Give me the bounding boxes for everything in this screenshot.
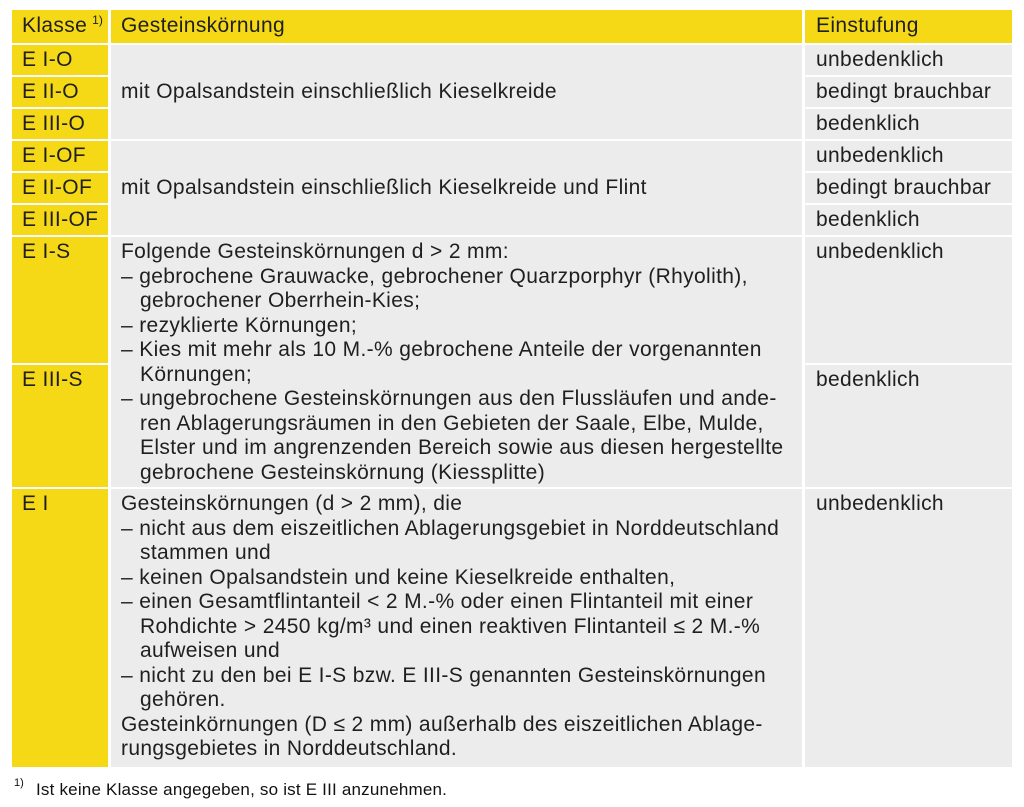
aggregate-e-i-outro: Gesteinkörnungen (D ≤ 2 mm) außerhalb des eiszeitlichen Ablage- rungsgebietes in Norddeutschland. (121, 712, 763, 760)
rating-label-e-i-of: unbedenklich (816, 143, 944, 167)
classification-table (12, 10, 1012, 767)
class-label-e-iii-o: E III-O (22, 111, 86, 135)
aggregate-e-i-item: – einen Gesamtflintanteil < 2 M.-% oder einen Flintanteil mit einer Rohdichte > 2450 kg/m³ und einen reaktiven Flintanteil ≤ 2 M.-% aufweisen und (121, 590, 761, 662)
footnote (14, 777, 714, 802)
class-cell-e-iii-of (12, 205, 108, 235)
rating-cell-e-i-o (805, 45, 1012, 75)
aggregate-e-i-item: – nicht zu den bei E I-S bzw. E III-S genannten Gesteinskörnungen gehören. (121, 663, 766, 711)
rating-label-e-i: unbedenklich (816, 492, 944, 515)
aggregate-s-item: – gebrochene Grauwacke, gebrochener Quarzporphyr (Rhyolith), gebrochener Oberrhein-Kies; (121, 264, 748, 312)
rating-label-e-iii-o: bedenklich (816, 111, 920, 135)
rating-cell-e-iii-s (805, 365, 1012, 487)
aggregate-s-item: – Kies mit mehr als 10 M.-% gebrochene Anteile der vorgenannten Körnungen; (121, 338, 762, 386)
header-gesteinskoernung-label: Gesteinskörnung (121, 14, 286, 38)
class-label-e-ii-of: E II-OF (22, 175, 93, 199)
aggregate-s-item: – rezyklierte Körnungen; (121, 313, 358, 337)
rating-cell-e-i (805, 489, 1012, 767)
rating-label-e-ii-o: bedingt brauchbar (816, 79, 992, 103)
rating-cell-e-iii-o (805, 109, 1012, 139)
rating-cell-e-i-of (805, 141, 1012, 171)
class-label-e-iii-s: E III-S (22, 368, 83, 391)
class-cell-e-i-of (12, 141, 108, 171)
aggregate-cell-e-i (111, 489, 802, 767)
footnote-text: Ist keine Klasse angegeben, so ist E III anzunehmen. (36, 780, 448, 799)
rating-label-e-iii-s: bedenklich (816, 368, 920, 391)
rating-cell-e-iii-of (805, 205, 1012, 235)
header-footnote-mark: 1) (92, 13, 103, 28)
class-cell-e-i (12, 489, 108, 767)
class-cell-e-i-o (12, 45, 108, 75)
rating-cell-e-ii-of (805, 173, 1012, 203)
class-label-e-i-of: E I-OF (22, 143, 86, 167)
class-cell-e-ii-o (12, 77, 108, 107)
header-gesteinskoernung-cell (111, 10, 802, 43)
aggregate-s-item: – ungebrochene Gesteinskörnungen aus den Flussläufen und ande- ren Ablagerungsräumen in den Gebieten der Saale, Elbe, Mulde, Elster und im angrenzenden Bereich sowie aus diesen hergestellte gebrochene Gesteinskörnung (Kiessplitte) (121, 387, 784, 484)
rating-cell-e-ii-o (805, 77, 1012, 107)
header-klasse-cell (12, 10, 108, 43)
class-cell-e-i-s (12, 237, 108, 363)
rating-label-e-i-o: unbedenklich (816, 47, 944, 71)
footnote-mark: 1) (14, 777, 24, 789)
aggregate-text-opal: mit Opalsandstein einschließlich Kieselkreide (121, 79, 557, 103)
rating-label-e-i-s: unbedenklich (816, 240, 944, 263)
aggregate-e-i-item: – nicht aus dem eiszeitlichen Ablagerungsgebiet in Norddeutschland stammen und (121, 516, 780, 564)
class-label-e-iii-of: E III-OF (22, 207, 99, 231)
aggregate-text-opal-flint: mit Opalsandstein einschließlich Kieselkreide und Flint (121, 175, 647, 199)
header-klasse-label: Klasse (22, 14, 88, 38)
class-label-e-i: E I (22, 492, 49, 515)
rating-label-e-ii-of: bedingt brauchbar (816, 175, 992, 199)
header-klasse-wrapper (22, 14, 103, 39)
header-einstufung-cell (805, 10, 1012, 43)
rating-label-e-iii-of: bedenklich (816, 207, 920, 231)
aggregate-e-i-intro: Gesteinskörnungen (d > 2 mm), die (121, 492, 463, 515)
class-label-e-i-o: E I-O (22, 47, 73, 71)
class-cell-e-ii-of (12, 173, 108, 203)
class-cell-e-iii-o (12, 109, 108, 139)
header-einstufung-label: Einstufung (816, 14, 919, 38)
class-label-e-ii-o: E II-O (22, 79, 79, 103)
aggregate-cell-s (111, 237, 802, 487)
class-label-e-i-s: E I-S (22, 240, 71, 263)
aggregate-e-i-item: – keinen Opalsandstein und keine Kieselkreide enthalten, (121, 565, 676, 589)
rating-cell-e-i-s (805, 237, 1012, 363)
aggregate-cell-opal-flint (111, 141, 802, 235)
class-cell-e-iii-s (12, 365, 108, 487)
aggregate-s-intro: Folgende Gesteinskörnungen d > 2 mm: (121, 240, 509, 263)
aggregate-cell-opal (111, 45, 802, 139)
